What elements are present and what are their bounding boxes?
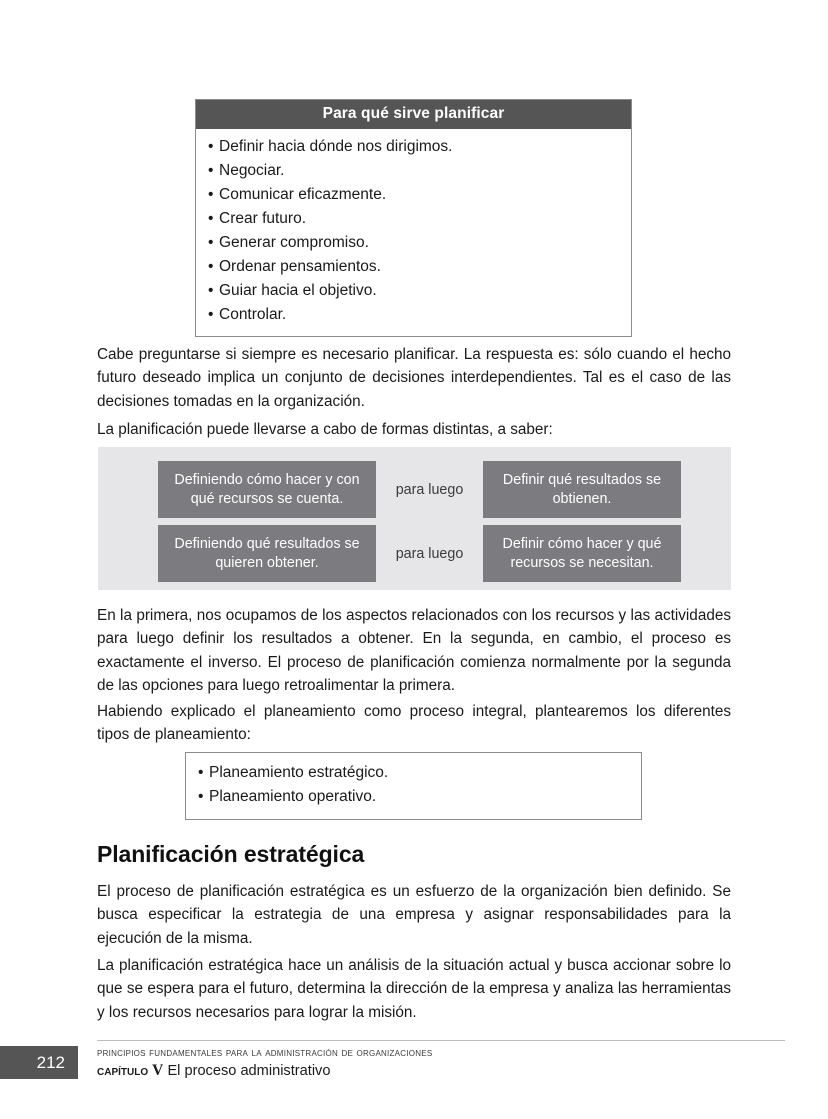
bullet-icon: • [198, 788, 204, 805]
list-item-label: Controlar. [219, 306, 287, 323]
footer [97, 1046, 697, 1081]
page-number-label: 212 [36, 1052, 65, 1072]
list-item-label: Comunicar eficazmente. [219, 186, 387, 203]
list-item-label: Planeamiento estratégico. [209, 764, 389, 781]
paragraph-tipos-planeamiento: Habiendo explicado el planeamiento como proceso integral, plantearemos los diferentes tipos de planeamiento: [97, 703, 731, 744]
list-item-label: Crear futuro. [219, 210, 307, 227]
paragraph-primera-segunda: En la primera, nos ocupamos de los aspectos relacionados con los recursos y las actividades para luego definir los resultados a obtener. En la segunda, en cambio, el proceso es exactamente el inverso. El proceso de planificación comienza normalmente por la segunda de las opciones para luego retroalimentar la primera. [97, 607, 731, 695]
footer-chapter-label: capítulo [97, 1063, 149, 1079]
list-item [196, 183, 631, 207]
list-item [196, 159, 631, 183]
page-number-badge [0, 1046, 78, 1079]
list-item-label: Ordenar pensamientos. [219, 258, 381, 275]
diagram-box-right: Definir cómo hacer y qué recursos se necesitan. [483, 525, 681, 582]
list-item [196, 303, 631, 327]
footer-divider [97, 1040, 785, 1041]
diagram-row [98, 525, 731, 582]
list-item [196, 279, 631, 303]
list-item-label: Planeamiento operativo. [209, 788, 377, 805]
list-item [186, 761, 641, 785]
list-item [186, 785, 641, 809]
footer-book-title: principios fundamentales para la administración de organizaciones [97, 1047, 433, 1059]
bullet-icon: • [208, 234, 214, 251]
footer-chapter-title: El proceso administrativo [167, 1063, 331, 1079]
list-item [196, 231, 631, 255]
bullet-icon: • [208, 210, 214, 227]
bullet-icon: • [198, 764, 204, 781]
titled-bullet-box [195, 99, 632, 337]
diagram-box-left: Definiendo cómo hacer y con qué recursos se cuenta. [158, 461, 376, 518]
diagram-connector-label: para luego [395, 545, 464, 562]
list-item [196, 135, 631, 159]
paragraph-formas-distintas: La planificación puede llevarse a cabo de formas distintas, a saber: [97, 421, 553, 438]
diagram-box-left: Definiendo qué resultados se quieren obtener. [158, 525, 376, 582]
bullet-icon: • [208, 282, 214, 299]
list-item [196, 255, 631, 279]
paragraph-necesidad-planificar: Cabe preguntarse si siempre es necesario planificar. La respuesta es: sólo cuando el hecho futuro deseado implica un conjunto de decisiones interdependientes. Tal es el caso de las decisiones tomadas en la organización. [97, 346, 731, 410]
bullet-icon: • [208, 258, 214, 275]
bullet-icon: • [208, 186, 214, 203]
process-diagram [98, 447, 731, 590]
list-item-label: Negociar. [219, 162, 285, 179]
list-item-label: Guiar hacia el objetivo. [219, 282, 377, 299]
paragraph-proceso-estrategico: El proceso de planificación estratégica es un esfuerzo de la organización bien definido. Se busca especificar la estrategia de una empresa y asignar responsabilidades para la ejecución de la misma. [97, 883, 731, 947]
bullet-icon: • [208, 138, 214, 155]
diagram-box-right: Definir qué resultados se obtienen. [483, 461, 681, 518]
footer-chapter-number: V [152, 1062, 164, 1079]
diagram-row [98, 461, 731, 518]
list-item-label: Definir hacia dónde nos dirigimos. [219, 138, 453, 155]
diagram-connector-label: para luego [395, 481, 464, 498]
paragraph-analisis-situacion: La planificación estratégica hace un análisis de la situación actual y busca accionar sobre lo que se espera para el futuro, determina la dirección de la empresa y analiza las herramientas y los recursos necesarios para lograr la misión. [97, 957, 731, 1021]
list-item-label: Generar compromiso. [219, 234, 369, 251]
titled-box-header: Para qué sirve planificar [196, 100, 631, 129]
page-title: Planificación estratégica [97, 841, 365, 867]
bullet-icon: • [208, 162, 214, 179]
footer-chapter [97, 1061, 697, 1081]
list-item [196, 207, 631, 231]
titled-box-body [196, 129, 631, 336]
bullet-icon: • [208, 306, 214, 323]
plain-bullet-box [185, 752, 642, 820]
